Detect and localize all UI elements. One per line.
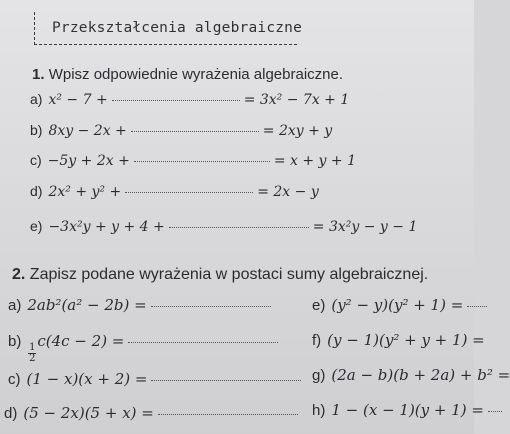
given-expression: (2a − b)(b + 2a) + b² = — [331, 366, 510, 384]
task-text: Zapisz podane wyrażenia w postaci sumy algebraicznej. — [29, 266, 429, 283]
task2-row-g: g) (2a − b)(b + 2a) + b² = — [312, 366, 510, 384]
answer-blank[interactable] — [128, 341, 278, 343]
task1-row-d: d) 2x² + y² + = 2x − y — [30, 183, 319, 200]
answer-blank[interactable] — [134, 160, 270, 162]
answer-blank[interactable] — [125, 191, 253, 193]
task2-row-b: b) $\frac{1}{2}$ c(4c − 2) = — [8, 332, 282, 360]
given-expression: x² − 7 + — [48, 92, 108, 108]
answer-blank[interactable] — [151, 305, 271, 307]
task2-row-a: a) 2ab²(a² − 2b) = — [8, 296, 275, 314]
given-expression: 2x² + y² + — [48, 184, 122, 200]
target-expression: = 2x − y — [257, 184, 319, 200]
given-expression: 2ab²(a² − 2b) = — [27, 296, 147, 314]
given-expression: (y − 1)(y² + y + 1) = — [327, 331, 485, 349]
task-number: 2. — [12, 266, 26, 283]
task2-row-d: d) (5 − 2x)(5 + x) = — [4, 404, 302, 422]
given-expression: 1 − (x − 1)(y + 1) = — [331, 401, 484, 419]
target-expression: = 2xy + y — [262, 123, 333, 139]
target-expression: = 3x² − 7x + 1 — [243, 92, 350, 108]
target-expression: = x + y + 1 — [273, 153, 356, 169]
given-expression: −5y + 2x + — [47, 153, 130, 169]
task1-row-b: b) 8xy − 2x + = 2xy + y — [30, 122, 333, 139]
given-expression: −3x²y + y + 4 + — [48, 219, 165, 235]
task2-row-e: e) (y² − y)(y² + 1) = — [312, 296, 491, 314]
answer-blank[interactable] — [112, 99, 240, 101]
target-expression: = 3x²y − y − 1 — [312, 219, 418, 235]
answer-blank[interactable] — [131, 130, 259, 132]
task-1-instruction — [32, 66, 343, 83]
answer-blank[interactable] — [488, 410, 502, 412]
section-heading: Przekształcenia algebraiczne — [52, 20, 303, 36]
given-expression: (1 − x)(x + 2) = — [26, 370, 148, 388]
task2-row-c: c) (1 − x)(x + 2) = — [8, 370, 305, 388]
task2-row-h: h) 1 − (x − 1)(y + 1) = — [312, 401, 506, 419]
fraction-one-half: $\frac{1}{2}$ — [29, 342, 36, 364]
given-expression: c(4c − 2) = — [37, 332, 125, 350]
answer-blank[interactable] — [467, 305, 487, 307]
answer-blank[interactable] — [169, 226, 309, 228]
given-expression: (y² − y)(y² + 1) = — [331, 296, 464, 314]
answer-blank[interactable] — [151, 379, 301, 381]
given-expression: (5 − 2x)(5 + x) = — [23, 404, 154, 422]
task1-row-a: a) x² − 7 + = 3x² − 7x + 1 — [30, 91, 350, 108]
task2-row-f: f) (y − 1)(y² + y + 1) = — [312, 331, 485, 349]
task-number: 1. — [32, 66, 45, 83]
task-text: Wpisz odpowiednie wyrażenia algebraiczne. — [48, 66, 344, 83]
task-2-instruction — [12, 266, 428, 284]
answer-blank[interactable] — [158, 413, 298, 415]
given-expression: 8xy − 2x + — [48, 123, 127, 139]
task1-row-e: e) −3x²y + y + 4 + = 3x²y − y − 1 — [30, 218, 418, 235]
task1-row-c: c) −5y + 2x + = x + y + 1 — [30, 152, 356, 169]
